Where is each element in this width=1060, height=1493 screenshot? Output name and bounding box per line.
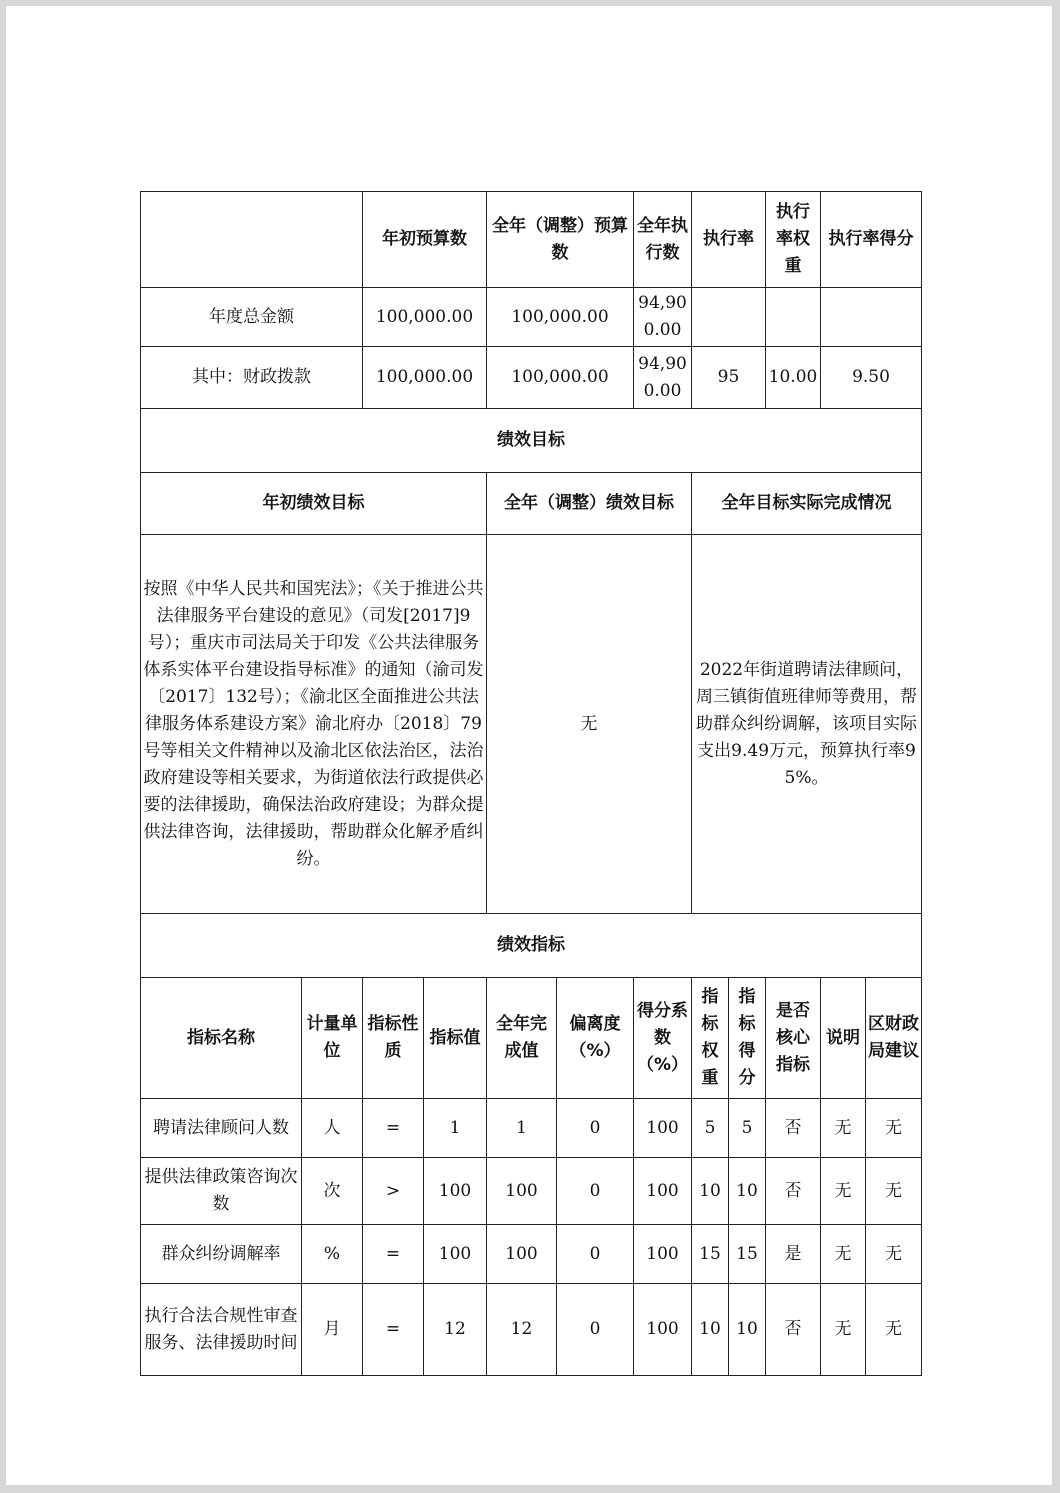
budget-row — [141, 288, 922, 347]
ind-name: 提供法律政策咨询次数 — [141, 1158, 302, 1225]
indicator-row — [141, 1099, 922, 1158]
ind-header-nature: 指标性质 — [363, 978, 424, 1099]
budget-header-adjusted: 全年（调整）预算数 — [487, 192, 634, 288]
budget-row-weight: 10.00 — [766, 347, 821, 409]
indicator-row — [141, 1158, 922, 1225]
adjusted-goal-text: 无 — [487, 535, 692, 914]
ind-deviation: 0 — [557, 1099, 634, 1158]
indicator-row — [141, 1284, 922, 1376]
ind-deviation: 0 — [557, 1225, 634, 1284]
goals-section-title: 绩效目标 — [141, 409, 922, 473]
indicator-row — [141, 1225, 922, 1284]
ind-note: 无 — [821, 1158, 866, 1225]
ind-header-actual: 全年完成值 — [487, 978, 557, 1099]
ind-actual: 100 — [487, 1225, 557, 1284]
ind-actual: 100 — [487, 1158, 557, 1225]
budget-row-score — [821, 288, 922, 347]
actual-completion-text: 2022年街道聘请法律顾问，周三镇街值班律师等费用，帮助群众纠纷调解，该项目实际支出9.49万元，预算执行率95%。 — [692, 535, 922, 914]
ind-coef: 100 — [634, 1158, 692, 1225]
budget-row-score: 9.50 — [821, 347, 922, 409]
budget-header-blank — [141, 192, 363, 288]
ind-note: 无 — [821, 1099, 866, 1158]
ind-header-weight: 指标权重 — [692, 978, 729, 1099]
budget-header-weight: 执行率权重 — [766, 192, 821, 288]
ind-coef: 100 — [634, 1225, 692, 1284]
budget-row-rate — [692, 288, 766, 347]
ind-name: 群众纠纷调解率 — [141, 1225, 302, 1284]
ind-note: 无 — [821, 1225, 866, 1284]
ind-advice: 无 — [866, 1099, 922, 1158]
ind-weight: 5 — [692, 1099, 729, 1158]
budget-row-initial: 100,000.00 — [363, 347, 487, 409]
ind-target: 12 — [424, 1284, 487, 1376]
ind-unit: 人 — [302, 1099, 363, 1158]
ind-target: 1 — [424, 1099, 487, 1158]
ind-weight: 15 — [692, 1225, 729, 1284]
budget-row-adjusted: 100,000.00 — [487, 347, 634, 409]
budget-row-initial: 100,000.00 — [363, 288, 487, 347]
goals-section-row — [141, 409, 922, 473]
ind-core: 否 — [766, 1284, 821, 1376]
ind-header-name: 指标名称 — [141, 978, 302, 1099]
ind-header-unit: 计量单位 — [302, 978, 363, 1099]
ind-nature: = — [363, 1225, 424, 1284]
ind-unit: 次 — [302, 1158, 363, 1225]
indicators-header-row — [141, 978, 922, 1099]
goals-header-adjusted: 全年（调整）绩效目标 — [487, 473, 692, 535]
ind-advice: 无 — [866, 1158, 922, 1225]
ind-core: 是 — [766, 1225, 821, 1284]
ind-header-coef: 得分系数（%） — [634, 978, 692, 1099]
ind-deviation: 0 — [557, 1158, 634, 1225]
ind-target: 100 — [424, 1158, 487, 1225]
ind-deviation: 0 — [557, 1284, 634, 1376]
budget-header-initial: 年初预算数 — [363, 192, 487, 288]
budget-row-adjusted: 100,000.00 — [487, 288, 634, 347]
goals-header-initial: 年初绩效目标 — [141, 473, 487, 535]
ind-core: 否 — [766, 1099, 821, 1158]
ind-score: 10 — [729, 1284, 766, 1376]
ind-score: 15 — [729, 1225, 766, 1284]
budget-header-row — [141, 192, 922, 288]
ind-name: 执行合法合规性审查服务、法律援助时间 — [141, 1284, 302, 1376]
ind-nature: = — [363, 1284, 424, 1376]
indicators-section-row — [141, 914, 922, 978]
ind-note: 无 — [821, 1284, 866, 1376]
ind-target: 100 — [424, 1225, 487, 1284]
ind-header-score: 指标得分 — [729, 978, 766, 1099]
document-page — [6, 6, 1052, 1485]
budget-row — [141, 347, 922, 409]
ind-unit: 月 — [302, 1284, 363, 1376]
ind-advice: 无 — [866, 1284, 922, 1376]
goals-content-row — [141, 535, 922, 914]
ind-nature: = — [363, 1099, 424, 1158]
budget-header-executed: 全年执行数 — [634, 192, 692, 288]
ind-header-target: 指标值 — [424, 978, 487, 1099]
ind-coef: 100 — [634, 1099, 692, 1158]
ind-header-advice: 区财政局建议 — [866, 978, 922, 1099]
ind-nature: > — [363, 1158, 424, 1225]
budget-header-rate: 执行率 — [692, 192, 766, 288]
budget-row-executed: 94,900.00 — [634, 347, 692, 409]
budget-header-score: 执行率得分 — [821, 192, 922, 288]
indicators-section-title: 绩效指标 — [141, 914, 922, 978]
budget-row-rate: 95 — [692, 347, 766, 409]
ind-score: 10 — [729, 1158, 766, 1225]
ind-score: 5 — [729, 1099, 766, 1158]
budget-row-weight — [766, 288, 821, 347]
ind-actual: 1 — [487, 1099, 557, 1158]
ind-weight: 10 — [692, 1158, 729, 1225]
budget-row-executed: 94,900.00 — [634, 288, 692, 347]
initial-goal-text: 按照《中华人民共和国宪法》；《关于推进公共法律服务平台建设的意见》（司发[2017]9号）；重庆市司法局关于印发《公共法律服务体系实体平台建设指导标准》的通知（渝司发〔2017〕132号）；《渝北区全面推进公共法律服务体系建设方案》渝北府办〔2018〕79号等相关文件精神以及渝北区依法治区，法治政府建设等相关要求，为街道依法行政提供必要的法律援助，确保法治政府建设；为群众提供法律咨询，法律援助，帮助群众化解矛盾纠纷。 — [141, 535, 487, 914]
performance-table — [140, 191, 922, 1376]
ind-header-note: 说明 — [821, 978, 866, 1099]
ind-unit: % — [302, 1225, 363, 1284]
goals-header-row — [141, 473, 922, 535]
ind-header-core: 是否核心指标 — [766, 978, 821, 1099]
budget-row-label: 年度总金额 — [141, 288, 363, 347]
ind-core: 否 — [766, 1158, 821, 1225]
goals-header-actual: 全年目标实际完成情况 — [692, 473, 922, 535]
ind-coef: 100 — [634, 1284, 692, 1376]
ind-header-deviation: 偏离度（%） — [557, 978, 634, 1099]
ind-weight: 10 — [692, 1284, 729, 1376]
ind-actual: 12 — [487, 1284, 557, 1376]
budget-row-label: 其中：财政拨款 — [141, 347, 363, 409]
ind-name: 聘请法律顾问人数 — [141, 1099, 302, 1158]
ind-advice: 无 — [866, 1225, 922, 1284]
